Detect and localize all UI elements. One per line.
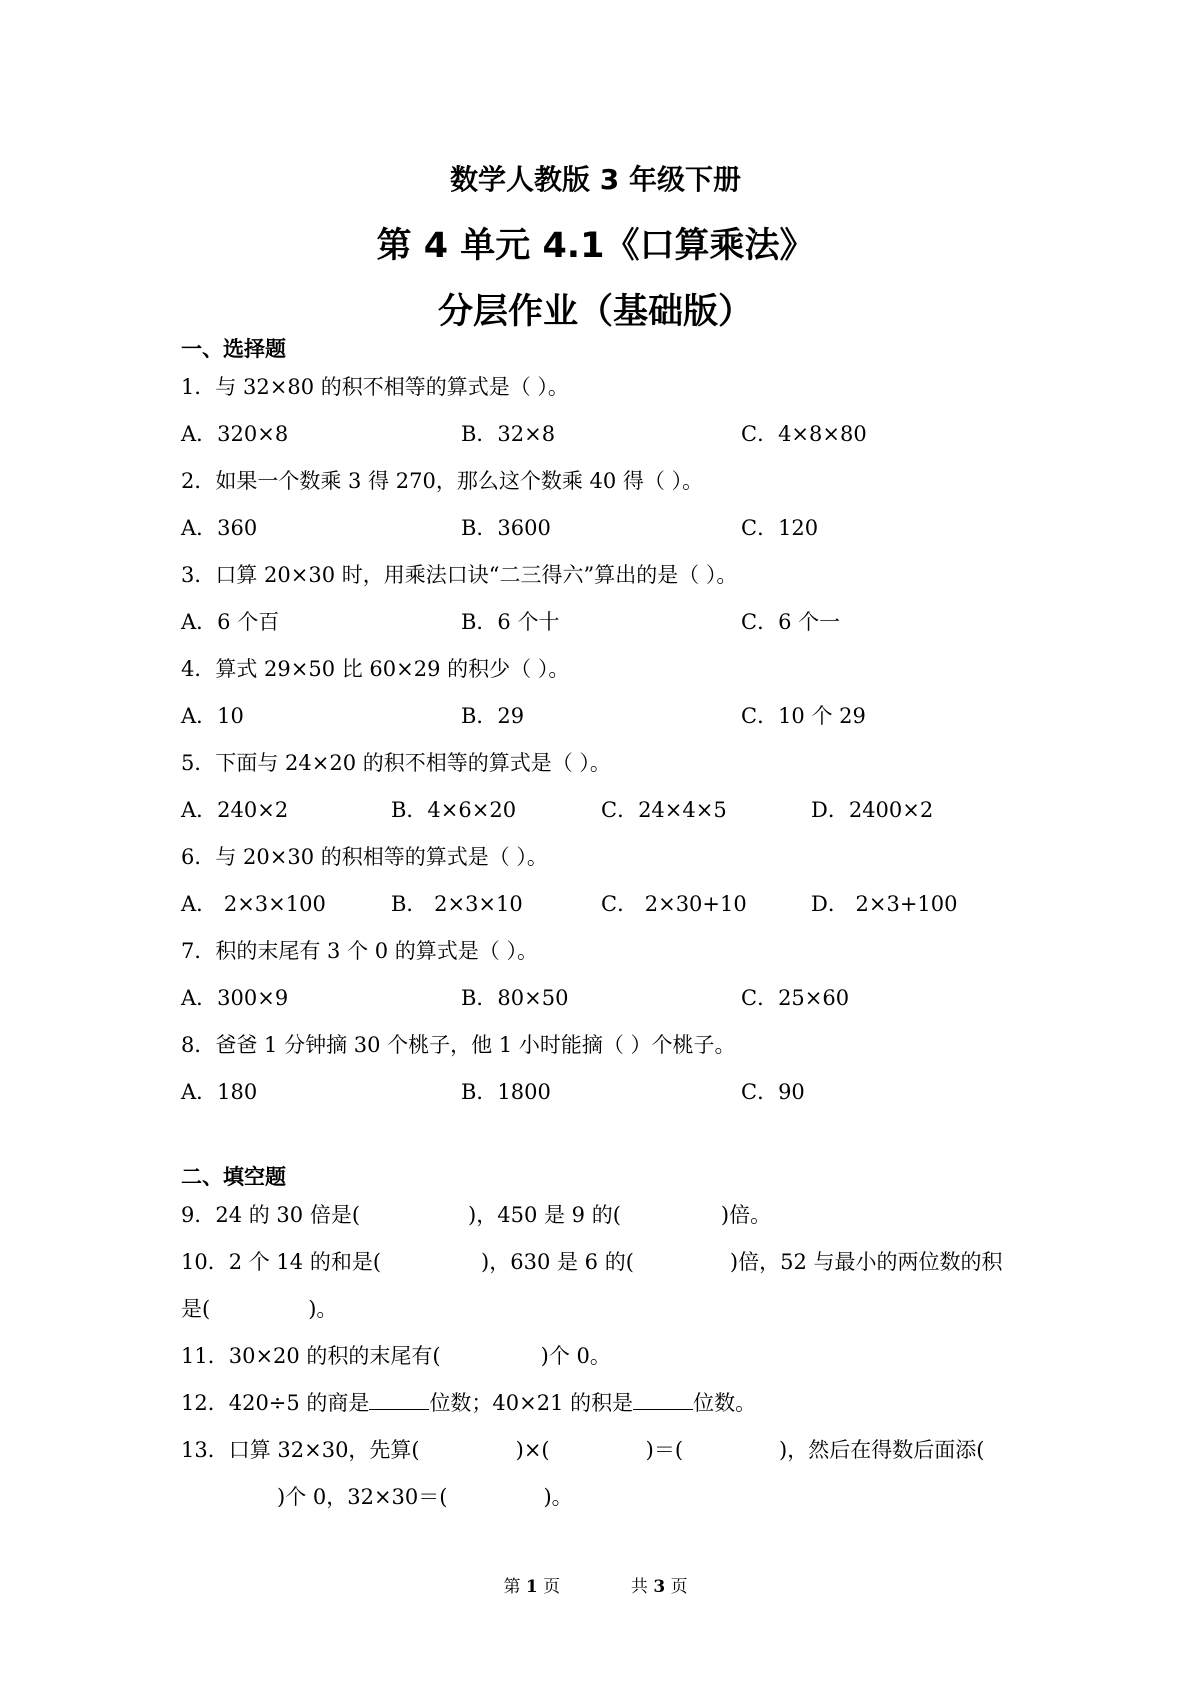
- question-3: 3．口算 20×30 时，用乘法口诀“二三得六”算出的是（ ）。: [181, 563, 738, 587]
- q13-text-4: )，然后在得数后面添(: [779, 1438, 985, 1462]
- page-footer: [0, 1572, 1191, 1597]
- section-heading-choice: 一、选择题: [181, 337, 286, 361]
- option-a: A．240×2: [181, 798, 289, 822]
- options-2: [181, 505, 1021, 552]
- answer-underline: [633, 1389, 693, 1410]
- option-b: B．4×6×20: [391, 798, 517, 822]
- q9-text-2: )，450 是 9 的(: [468, 1203, 621, 1227]
- option-a: A． 2×3×100: [181, 892, 326, 916]
- question-11: [181, 1333, 1021, 1380]
- q12-text-3: 位数。: [693, 1391, 757, 1415]
- option-c: C．120: [741, 516, 819, 540]
- section-spacer: [181, 1116, 1021, 1162]
- page-label-prefix: 第: [503, 1577, 521, 1597]
- question-2: 2．如果一个数乘 3 得 270，那么这个数乘 40 得（ ）。: [181, 469, 704, 493]
- q10-text-4: )。: [308, 1297, 338, 1321]
- q10-text-1: 10．2 个 14 的和是(: [181, 1250, 382, 1274]
- option-c: C．24×4×5: [601, 798, 727, 822]
- q11-text-2: )个 0。: [540, 1344, 611, 1368]
- option-c: C．6 个一: [741, 610, 841, 634]
- options-3: [181, 599, 1021, 646]
- options-7: [181, 975, 1021, 1022]
- q10-text-3: )倍，52 与最小的两位数的积是(: [181, 1250, 1003, 1321]
- option-c: C．25×60: [741, 986, 850, 1010]
- question-4: 4．算式 29×50 比 60×29 的积少（ ）。: [181, 657, 570, 681]
- option-a: A．6 个百: [181, 610, 280, 634]
- page-label-suffix: 页: [543, 1577, 561, 1597]
- q9-text-3: )倍。: [720, 1203, 772, 1227]
- options-6: [181, 881, 1021, 928]
- option-b: B．80×50: [461, 986, 569, 1010]
- option-b: B．3600: [461, 516, 551, 540]
- option-a: A．320×8: [181, 422, 289, 446]
- page-number: 1: [525, 1577, 538, 1597]
- options-5: [181, 787, 1021, 834]
- option-c: C．4×8×80: [741, 422, 867, 446]
- question-8: 8．爸爸 1 分钟摘 30 个桃子，他 1 小时能摘（ ）个桃子。: [181, 1033, 736, 1057]
- question-5: 5．下面与 24×20 的积不相等的算式是（ ）。: [181, 751, 611, 775]
- option-b: B．1800: [461, 1080, 551, 1104]
- q13-text-2: )×(: [515, 1438, 550, 1462]
- question-9: [181, 1192, 1021, 1239]
- option-c: C．10 个 29: [741, 704, 866, 728]
- q12-text-1: 12．420÷5 的商是: [181, 1391, 370, 1415]
- total-label-prefix: 共: [630, 1577, 648, 1597]
- q10-text-2: )，630 是 6 的(: [481, 1250, 634, 1274]
- option-b: B．6 个十: [461, 610, 560, 634]
- question-7: 7．积的末尾有 3 个 0 的算式是（ ）。: [181, 939, 538, 963]
- option-b: B．29: [461, 704, 525, 728]
- option-a: A．300×9: [181, 986, 289, 1010]
- option-d: D． 2×3+100: [811, 892, 958, 916]
- q12-text-2: 位数；40×21 的积是: [429, 1391, 634, 1415]
- title-unit: 第 4 单元 4.1《口算乘法》: [376, 226, 815, 266]
- title-version: 分层作业（基础版）: [437, 292, 753, 332]
- question-10: [181, 1239, 1021, 1333]
- option-b: B． 2×3×10: [391, 892, 523, 916]
- question-1: 1．与 32×80 的积不相等的算式是（ ）。: [181, 375, 569, 399]
- question-6: 6．与 20×30 的积相等的算式是（ ）。: [181, 845, 548, 869]
- option-d: D．2400×2: [811, 798, 934, 822]
- section-heading-fill: 二、填空题: [181, 1165, 286, 1189]
- options-1: [181, 411, 1021, 458]
- option-a: A．360: [181, 516, 258, 540]
- option-a: A．10: [181, 704, 244, 728]
- q11-text-1: 11．30×20 的积的末尾有(: [181, 1344, 441, 1368]
- options-8: [181, 1069, 1021, 1116]
- q13-text-6: )。: [543, 1485, 573, 1509]
- question-13: [181, 1427, 1021, 1521]
- total-label-suffix: 页: [670, 1577, 688, 1597]
- worksheet-content: [181, 334, 1021, 1521]
- q13-text-5: )个 0，32×30＝(: [277, 1485, 448, 1509]
- answer-underline: [369, 1389, 429, 1410]
- total-pages: 3: [653, 1577, 666, 1597]
- option-c: C．90: [741, 1080, 805, 1104]
- q9-text-1: 9．24 的 30 倍是(: [181, 1203, 361, 1227]
- title-grade: 数学人教版 3 年级下册: [450, 163, 741, 196]
- q13-text-1: 13．口算 32×30，先算(: [181, 1438, 420, 1462]
- question-12: [181, 1380, 1021, 1427]
- options-4: [181, 693, 1021, 740]
- option-a: A．180: [181, 1080, 258, 1104]
- option-b: B．32×8: [461, 422, 556, 446]
- option-c: C． 2×30+10: [601, 892, 747, 916]
- q13-text-3: )＝(: [645, 1438, 684, 1462]
